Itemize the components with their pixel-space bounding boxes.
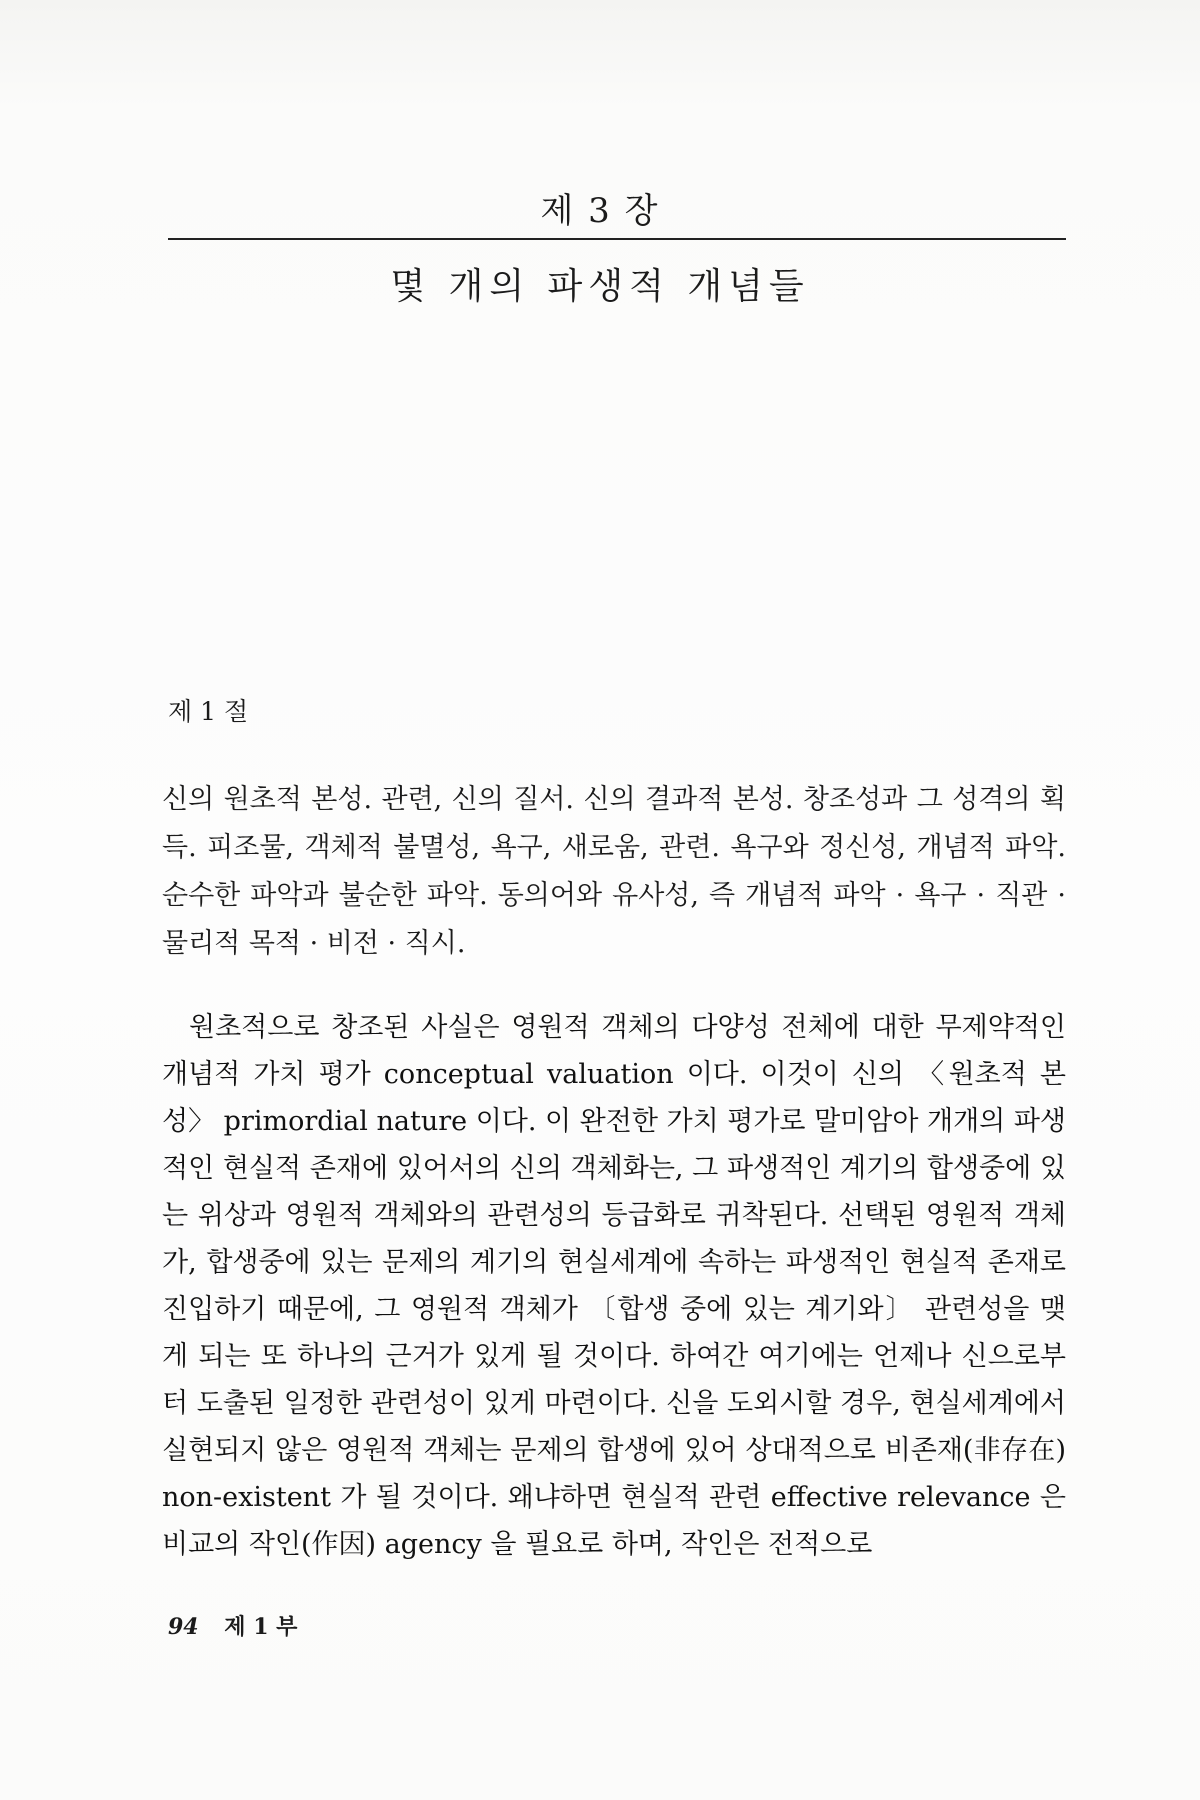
section-summary: 신의 원초적 본성. 관련, 신의 질서. 신의 결과적 본성. 창조성과 그 성격의 획득. 피조물, 객체적 불멸성, 욕구, 새로움, 관련. 욕구와 정신성, 개념적 파악. 순수한 파악과 불순한 파악. 동의어와 유사성, 즉 개념적 파악 · 욕구 · 직관 · 물리적 목적 · 비전 · 직시.	[162, 784, 1066, 959]
chapter-title: 몇 개의 파생적 개념들	[390, 266, 810, 307]
section-label: 제 1 절	[168, 697, 249, 726]
part-label: 제 1 부	[224, 1614, 298, 1640]
chapter-number: 제 3 장	[540, 191, 660, 231]
body-paragraph: 원초적으로 창조된 사실은 영원적 객체의 다양성 전체에 대한 무제약적인 개념적 가치 평가 conceptual valuation 이다. 이것이 신의 〈원초적 본성〉 primordial nature 이다. 이 완전한 가치 평가로 말미암아 개개의 파생적인 현실적 존재에 있어서의 신의 객체화는, 그 파생적인 계기의 합생중에 있는 위상과 영원적 객체와의 관련성의 등급화로 귀착된다. 선택된 영원적 객체가, 합생중에 있는 문제의 계기의 현실세계에 속하는 파생적인 현실적 존재로 진입하기 때문에, 그 영원적 객체가 〔합생 중에 있는 계기와〕 관련성을 맺게 되는 또 하나의 근거가 있게 될 것이다. 하여간 여기에는 언제나 신으로부터 도출된 일정한 관련성이 있게 마련이다. 신을 도외시할 경우, 현실세계에서 실현되지 않은 영원적 객체는 문제의 합생에 있어 상대적으로 비존재(非存在) non-existent 가 될 것이다. 왜냐하면 현실적 관련 effective relevance 은 비교의 작인(作因) agency 을 필요로 하며, 작인은 전적으로	[162, 1012, 1066, 1560]
chapter-divider	[168, 238, 1066, 240]
page-footer	[168, 1610, 297, 1641]
page-number: 94	[168, 1614, 199, 1640]
